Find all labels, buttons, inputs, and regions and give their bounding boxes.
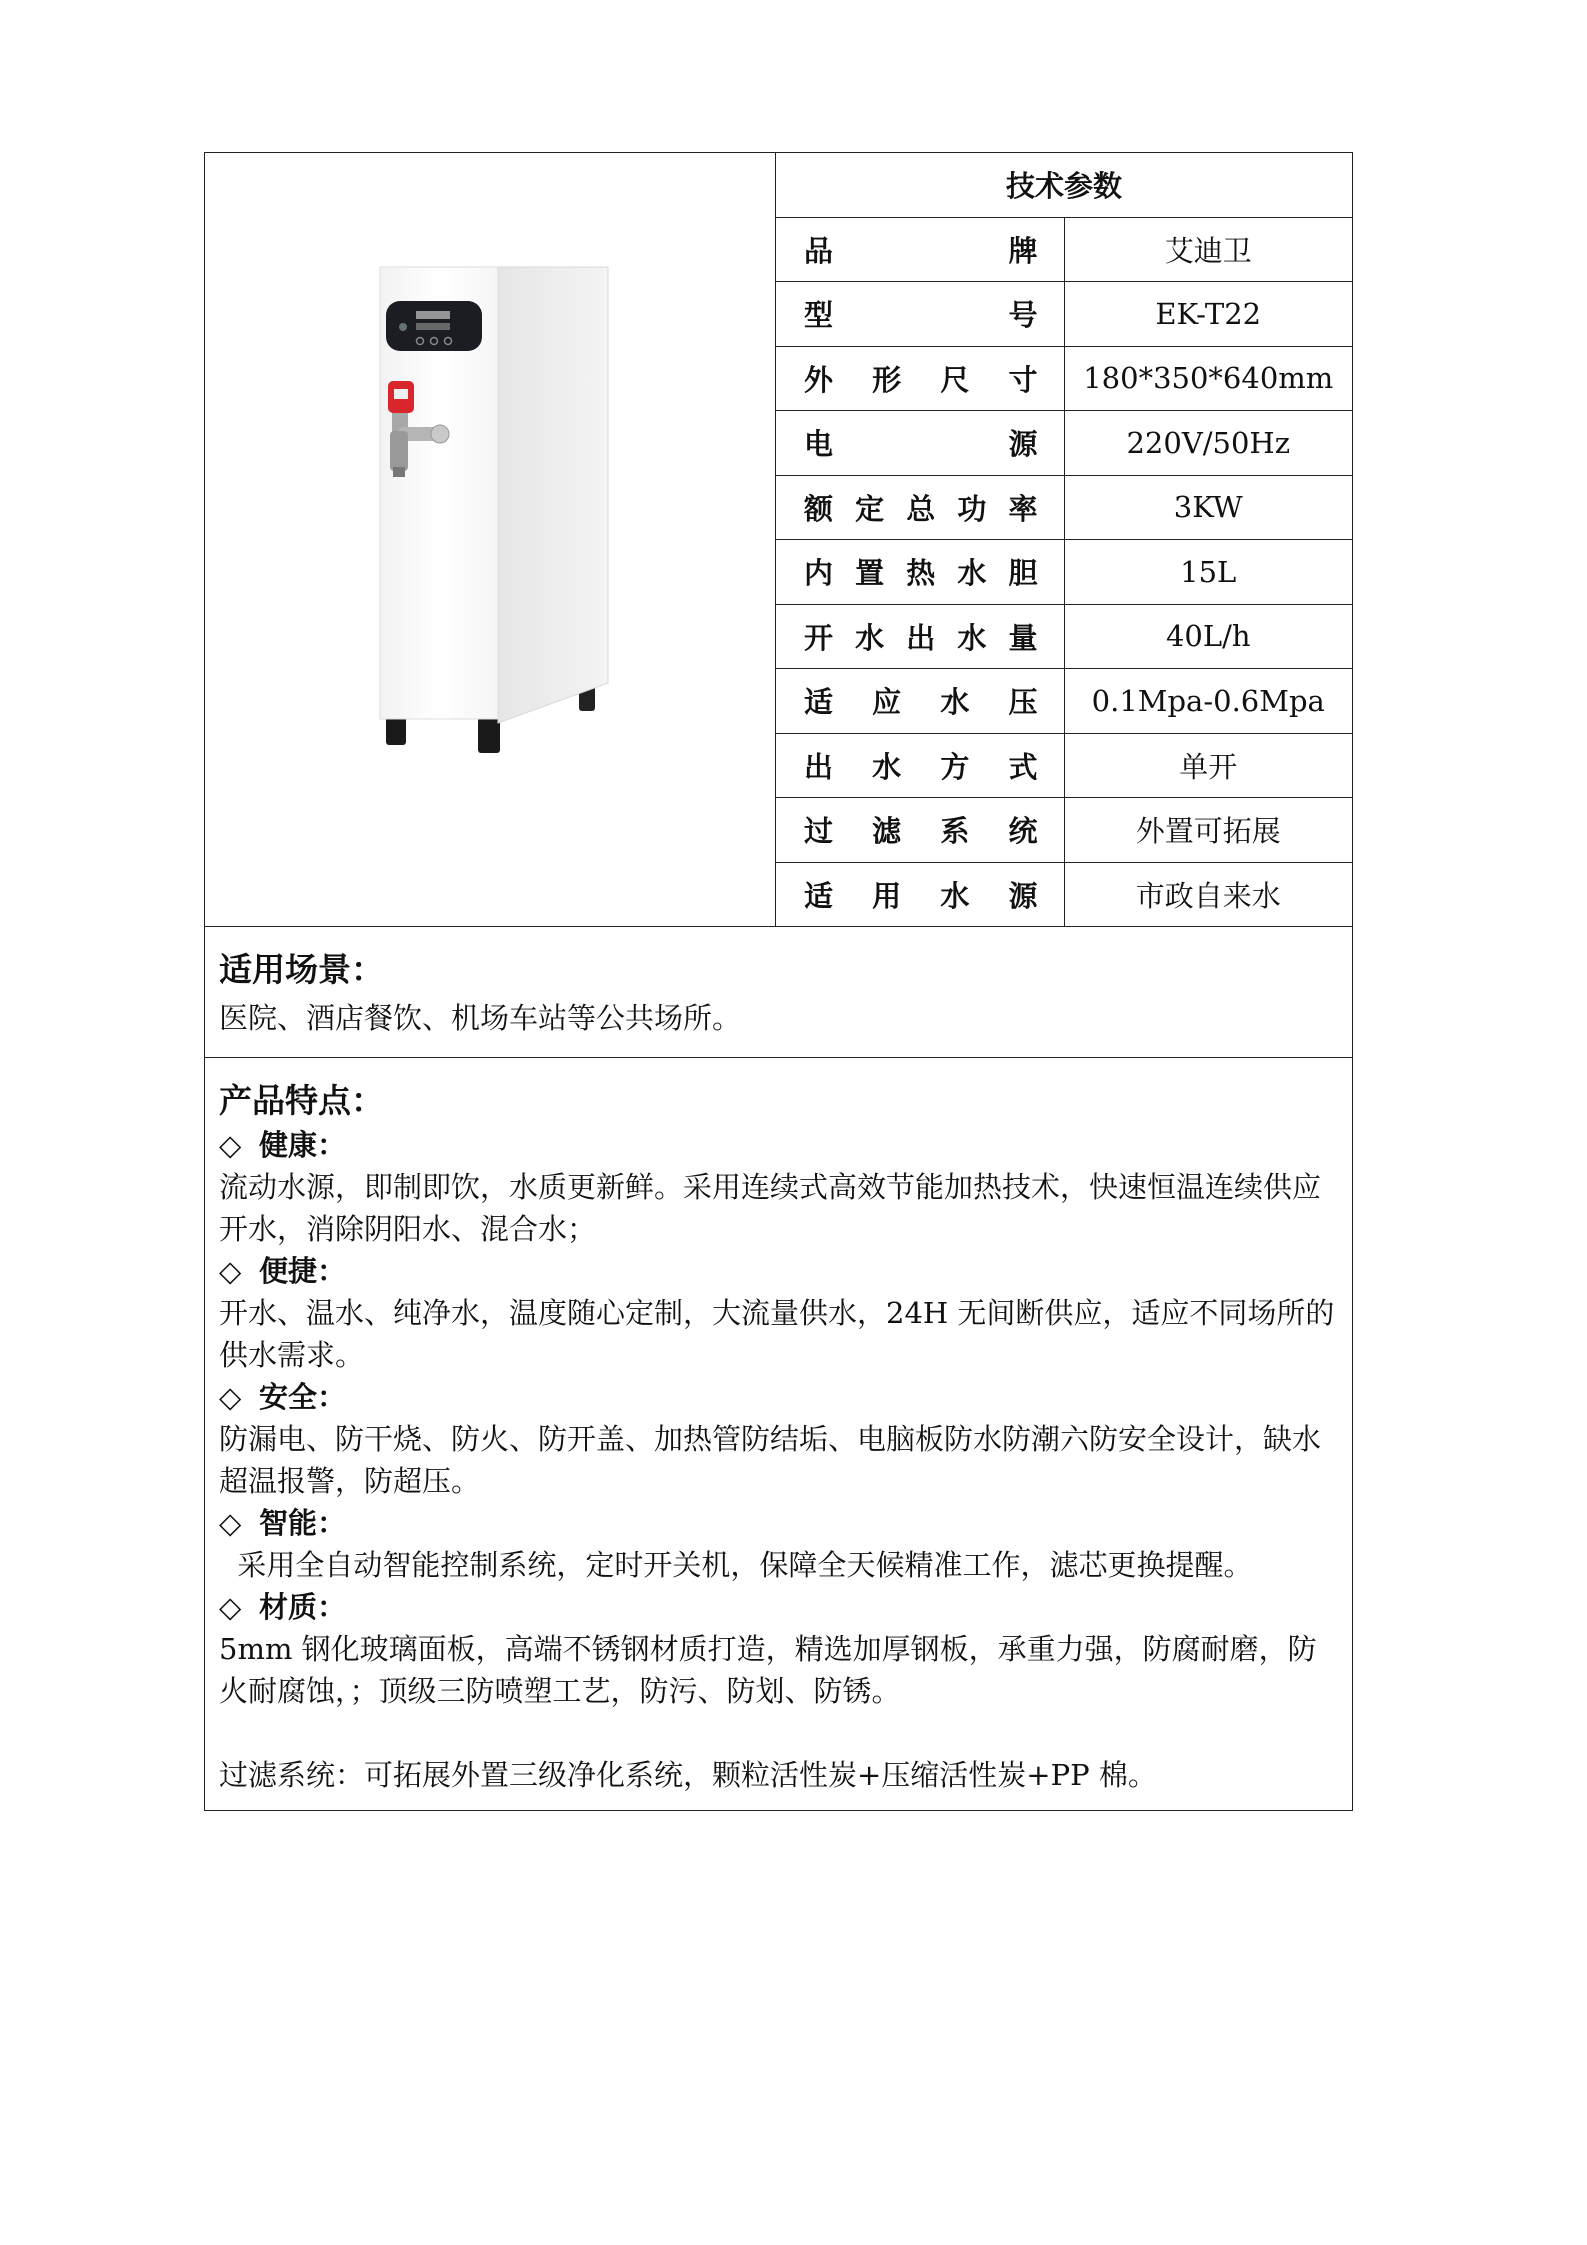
spec-row-model xyxy=(776,282,1352,347)
spec-label: 外形尺寸 xyxy=(776,346,1064,411)
spec-row-water-pressure xyxy=(776,669,1352,734)
spec-value: 3KW xyxy=(1064,475,1352,540)
spec-row-dimensions xyxy=(776,346,1352,411)
spec-value: 外置可拓展 xyxy=(1064,798,1352,863)
diamond-bullet-icon: ◇ xyxy=(219,1254,242,1288)
spec-row-output xyxy=(776,604,1352,669)
scenarios-text: 医院、酒店餐饮、机场车站等公共场所。 xyxy=(219,1001,742,1035)
water-boiler-image xyxy=(376,263,621,761)
feature-material-text: 5mm 钢化玻璃面板，高端不锈钢材质打造，精选加厚钢板，承重力强，防腐耐磨，防火耐腐蚀，；顶级三防喷塑工艺，防污、防划、防锈。 xyxy=(219,1632,1317,1708)
feature-health-title: ◇ 健康： xyxy=(219,1124,1338,1166)
features-cell xyxy=(205,1058,1353,1811)
spec-value: EK-T22 xyxy=(1064,282,1352,347)
spec-row-water-source xyxy=(776,862,1352,926)
feature-smart-text: 采用全自动智能控制系统，定时开关机，保障全天候精准工作，滤芯更换提醒。 xyxy=(219,1548,1253,1582)
spec-value: 180*350*640mm xyxy=(1064,346,1352,411)
spec-row-tank xyxy=(776,540,1352,605)
spec-row-outlet-mode xyxy=(776,733,1352,798)
spec-value: 市政自来水 xyxy=(1135,878,1281,913)
spec-row-power-supply xyxy=(776,411,1352,476)
spec-table xyxy=(776,153,1352,926)
feature-convenience-title: ◇ 便捷： xyxy=(219,1250,1338,1292)
spec-label: 适应水压 xyxy=(776,669,1064,734)
spec-table-title: 技术参数 xyxy=(776,153,1352,217)
spec-label: 额定总功率 xyxy=(776,475,1064,540)
product-photo-cell xyxy=(205,153,776,927)
spec-value: 艾迪卫 xyxy=(1064,217,1352,282)
diamond-bullet-icon: ◇ xyxy=(219,1128,242,1162)
diamond-bullet-icon: ◇ xyxy=(219,1590,242,1624)
spec-value: 220V/50Hz xyxy=(1064,411,1352,476)
spec-value: 15L xyxy=(1064,540,1352,605)
diamond-bullet-icon: ◇ xyxy=(219,1380,242,1414)
spec-row-brand xyxy=(776,217,1352,282)
spec-label: 电源 xyxy=(776,411,1064,476)
scenarios-title: 适用场景： xyxy=(219,950,384,989)
feature-health-text: 流动水源，即制即饮，水质更新鲜。采用连续式高效节能加热技术，快速恒温连续供应开水，消除阴阳水、混合水； xyxy=(219,1170,1322,1246)
product-sheet xyxy=(204,152,1350,1811)
spec-label: 品牌 xyxy=(776,217,1064,282)
filter-system-note: 过滤系统：可拓展外置三级净化系统，颗粒活性炭+压缩活性炭+PP 棉。 xyxy=(219,1758,1157,1792)
feature-smart-title: ◇ 智能： xyxy=(219,1502,1338,1544)
spec-label: 内置热水胆 xyxy=(776,540,1064,605)
spec-row-filter xyxy=(776,798,1352,863)
features-title: 产品特点： xyxy=(219,1081,384,1120)
diamond-bullet-icon: ◇ xyxy=(219,1506,242,1540)
spec-value: 40L/h xyxy=(1064,604,1352,669)
spec-label: 出水方式 xyxy=(776,733,1064,798)
spec-header-row xyxy=(776,153,1352,217)
product-sheet-table xyxy=(204,152,1353,1811)
spec-row-rated-power xyxy=(776,475,1352,540)
feature-material-title: ◇ 材质： xyxy=(219,1586,1338,1628)
spec-value: 单开 xyxy=(1064,733,1352,798)
spec-label: 过滤系统 xyxy=(776,798,1064,863)
scenarios-cell xyxy=(205,927,1353,1058)
spec-label: 型号 xyxy=(776,282,1064,347)
spec-label: 适用水源 xyxy=(776,862,1064,926)
feature-safety-text: 防漏电、防干烧、防火、防开盖、加热管防结垢、电脑板防水防潮六防安全设计，缺水超温报警，防超压。 xyxy=(219,1422,1322,1498)
spec-value: 0.1Mpa-0.6Mpa xyxy=(1064,669,1352,734)
spec-label: 开水出水量 xyxy=(776,604,1064,669)
feature-safety-title: ◇ 安全： xyxy=(219,1376,1338,1418)
feature-convenience-text: 开水、温水、纯净水，温度随心定制，大流量供水，24H 无间断供应，适应不同场所的供水需求。 xyxy=(219,1296,1335,1372)
spec-cell xyxy=(776,153,1353,927)
